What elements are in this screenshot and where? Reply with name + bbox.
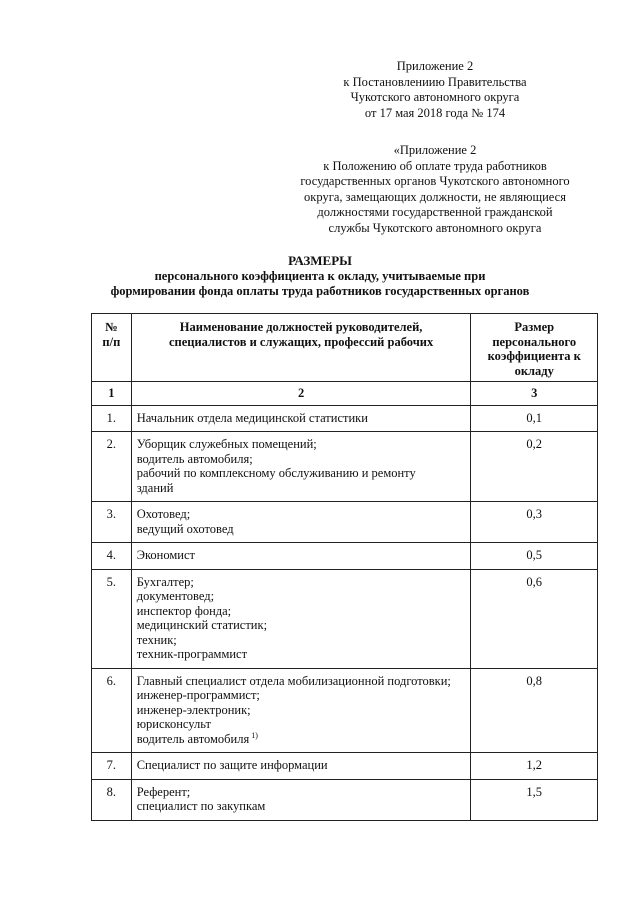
header-line: п/п [102, 334, 121, 349]
title-line: персонального коэффициента к окладу, учитываемые при [154, 268, 486, 283]
position-names [131, 668, 471, 753]
position-name-text: инженер-программист; [136, 688, 260, 702]
table-header-row [92, 314, 598, 382]
position-names [131, 543, 471, 570]
row-number: 2. [92, 432, 132, 502]
position-name-line [137, 481, 467, 496]
position-name-text: инженер-электроник; [136, 702, 251, 717]
position-name-line [137, 717, 467, 732]
position-names [131, 779, 471, 820]
table-row [92, 668, 598, 753]
table-row [92, 569, 598, 668]
coefficient-value: 0,5 [471, 543, 598, 570]
position-name-text: Бухгалтер; [136, 574, 194, 589]
row-number: 6. [92, 668, 132, 753]
position-name-text: техник; [136, 632, 177, 647]
appendix-line: должностями государственной гражданской [317, 205, 553, 219]
position-name-text: зданий [136, 480, 174, 495]
footnote-marker: 1) [251, 730, 258, 740]
header-line: № [105, 320, 118, 334]
position-name-line [137, 758, 467, 773]
coefficient-value: 0,1 [471, 405, 598, 432]
coefficient-value: 0,6 [471, 569, 598, 668]
appendix-sub-heading [300, 143, 570, 236]
appendix-line: Приложение 2 [396, 59, 474, 73]
coefficient-value: 0,2 [471, 432, 598, 502]
position-name-text: Специалист по защите информации [136, 758, 328, 772]
position-name-line [137, 703, 467, 718]
position-name-text: техник-программист [136, 647, 248, 661]
position-name-line [137, 507, 467, 522]
position-name-text: ведущий охотовед [136, 521, 234, 536]
header-number [92, 314, 132, 382]
table-row [92, 502, 598, 543]
coefficients-table [91, 313, 598, 821]
position-name-line [137, 647, 467, 662]
position-name-line [137, 732, 467, 747]
position-name-line [137, 575, 467, 590]
row-number: 7. [92, 753, 132, 780]
position-name-text: Охотовед; [136, 507, 191, 521]
position-name-text: Уборщик служебных помещений; [136, 437, 317, 451]
coefficient-value: 0,8 [471, 668, 598, 753]
position-name-line [137, 411, 467, 426]
position-name-line [137, 522, 467, 537]
position-name-line [137, 548, 467, 563]
appendix-line: к Постановлениию Правительства [343, 74, 527, 89]
position-name-line [137, 674, 467, 689]
title-line: формировании фонда оплаты труда работников государственных органов [110, 284, 530, 298]
position-name-line [137, 688, 467, 703]
row-number: 8. [92, 779, 132, 820]
column-number: 2 [131, 382, 471, 406]
position-name-text: специалист по закупкам [136, 799, 266, 813]
table-row [92, 432, 598, 502]
table-row [92, 405, 598, 432]
row-number: 3. [92, 502, 132, 543]
table-body [92, 405, 598, 820]
appendix-line: Чукотского автономного округа [350, 90, 520, 104]
coefficient-value: 0,3 [471, 502, 598, 543]
position-name-text: водитель автомобиля; [136, 451, 253, 466]
header-line: окладу [514, 363, 554, 378]
position-name-text: юрисконсульт [136, 717, 211, 731]
position-name-line [137, 618, 467, 633]
position-name-line [137, 785, 467, 800]
position-name-text: документовед; [136, 589, 215, 603]
position-name-line [137, 452, 467, 467]
table-row [92, 753, 598, 780]
coefficient-value: 1,2 [471, 753, 598, 780]
header-line: коэффициента к [487, 349, 581, 363]
column-number: 1 [92, 382, 132, 406]
position-name-line [137, 633, 467, 648]
position-name-text: рабочий по комплексному обслуживанию и ремонту [136, 466, 416, 480]
position-name-text: водитель автомобиля [136, 731, 250, 746]
appendix-main-heading [300, 59, 570, 121]
header-line: Размер [514, 320, 555, 334]
position-name-text: Референт; [136, 784, 191, 799]
title-main: РАЗМЕРЫ [288, 253, 352, 268]
coefficient-value: 1,5 [471, 779, 598, 820]
appendix-line: государственных органов Чукотского автономного [300, 174, 570, 188]
appendix-line: «Приложение 2 [393, 143, 477, 157]
position-name-line [137, 466, 467, 481]
row-number: 5. [92, 569, 132, 668]
position-name-line [137, 604, 467, 619]
position-names [131, 569, 471, 668]
position-name-line [137, 437, 467, 452]
position-name-text: инспектор фонда; [136, 603, 232, 618]
column-number-row [92, 382, 598, 406]
position-names [131, 502, 471, 543]
document-title [80, 253, 560, 300]
position-names [131, 405, 471, 432]
position-name-line [137, 589, 467, 604]
position-name-text: Главный специалист отдела мобилизационной подготовки; [136, 673, 451, 688]
table-row [92, 543, 598, 570]
appendix-line: округа, замещающих должности, не являющиеся [304, 189, 566, 204]
header-position-name [131, 314, 471, 382]
position-names [131, 753, 471, 780]
position-names [131, 432, 471, 502]
table-row [92, 779, 598, 820]
header-line: Наименование должностей руководителей, [179, 320, 423, 334]
header-line: специалистов и служащих, профессий рабочих [168, 334, 434, 349]
row-number: 4. [92, 543, 132, 570]
header-coefficient-size [471, 314, 598, 382]
position-name-line [137, 799, 467, 814]
position-name-text: Начальник отдела медицинской статистики [136, 410, 368, 425]
header-line: персонального [492, 334, 577, 349]
row-number: 1. [92, 405, 132, 432]
column-number: 3 [471, 382, 598, 406]
appendix-line: к Положению об оплате труда работников [323, 158, 547, 173]
position-name-text: Экономист [136, 548, 195, 562]
appendix-line: службы Чукотского автономного округа [328, 220, 542, 235]
appendix-line: от 17 мая 2018 года № 174 [364, 105, 506, 120]
position-name-text: медицинский статистик; [136, 618, 268, 632]
